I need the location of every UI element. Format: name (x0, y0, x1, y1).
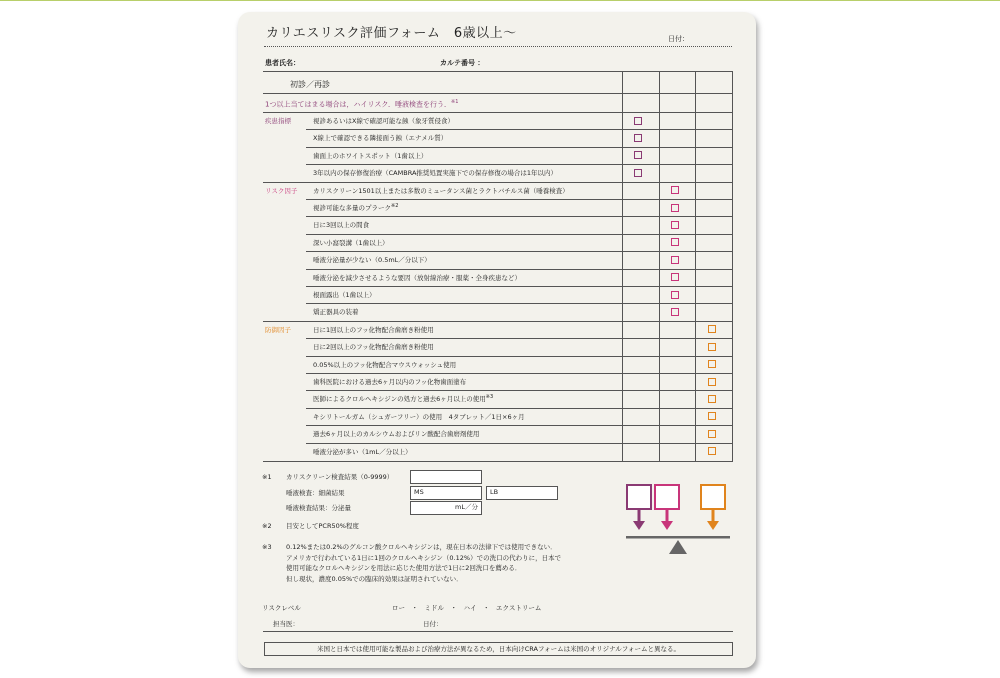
protective-checkbox-2[interactable] (708, 343, 716, 351)
risk-note-mark: ※2 (391, 203, 399, 209)
row-rule (306, 425, 733, 426)
risk-balance-scale-icon (624, 482, 734, 562)
risk-level-options[interactable]: ロー ・ ミドル ・ ハイ ・ エクストリーム (392, 604, 542, 612)
risk-item-text: 矯正器具の装着 (313, 308, 359, 317)
protective-item-8 (313, 447, 412, 456)
risk-item-4 (313, 238, 389, 247)
protective-category-label: 防御因子 (265, 325, 291, 334)
note3-mark: ※3 (262, 543, 272, 551)
protective-item-text: 医師によるクロルヘキシジンの処方と過去6ヶ月以上の使用 (313, 395, 486, 404)
risk-item-text: 深い小窩裂溝（1歯以上） (313, 238, 389, 247)
note3-line-3: 使用可能なクロルヘキシジンを用法に応じた使用方法で1日に2回洗口を薦める． (286, 564, 522, 572)
protective-item-text: 唾液分泌が多い（1mL／分以上） (313, 447, 412, 456)
ms-label: MS (414, 488, 424, 496)
note3-line-1: 0.12%または0.2%のグルコン酸クロルヘキシジンは，現在日本の法律下では使用できない． (286, 543, 557, 551)
protective-checkbox-5[interactable] (708, 395, 716, 403)
protective-arrow-icon (707, 521, 719, 530)
risk-checkbox-8[interactable] (671, 308, 679, 316)
protective-checkbox-1[interactable] (708, 325, 716, 333)
protective-item-5 (313, 394, 493, 403)
disease-item-text: 視診あるいはX線で確認可能な蝕（象牙質侵食） (313, 117, 454, 125)
note3-line-2: アメリカで行われている1日に1回のクロルヘキシジン（0.12%）での洗口の代わりに，日本で (286, 553, 562, 562)
protective-factor-box (701, 485, 725, 509)
row-rule (306, 251, 733, 252)
protective-item-7 (313, 429, 479, 438)
row-rule (306, 164, 733, 165)
risk-item-5 (313, 255, 431, 264)
disease-item-text: 3年以内の保存修復治療（CAMBRA推奨処置実施下での保存修復の場合は1年以内） (313, 169, 558, 178)
row-rule (306, 443, 733, 444)
disclaimer-text: 米国と日本では使用可能な製品および治療方法が異なるため，日本向けCRAフォームは米国のオリジナルフォームと異なる。 (316, 645, 680, 653)
row-rule (306, 199, 733, 200)
row-rule (306, 356, 733, 357)
protective-item-1 (313, 325, 434, 334)
risk-checkbox-4[interactable] (671, 238, 679, 246)
risk-checkbox-7[interactable] (671, 291, 679, 299)
lb-label: LB (490, 488, 499, 496)
protective-item-text: 日に1回以上のフッ化物配合歯磨き粉使用 (313, 325, 434, 334)
risk-checkbox-1[interactable] (671, 186, 679, 194)
risk-item-text: カリスクリーン1501以上または多数のミュータンス菌とラクトバチルス菌（唾養検査） (313, 186, 569, 195)
protective-item-text: 過去6ヶ月以上のカルシウムおよびリン酸配合歯磨剤使用 (313, 430, 480, 439)
protective-note-mark: ※3 (485, 394, 494, 401)
disease-category-label: 疾患指標 (265, 117, 291, 125)
visit-row-rule (263, 93, 733, 94)
row-rule (306, 408, 733, 409)
disease-arrow-icon (633, 521, 645, 530)
disease-item-text: 歯面上のホワイトスポット（1歯以上） (313, 151, 428, 160)
protective-item-text: 日に2回以上のフッ化物配合歯磨き粉使用 (313, 343, 434, 352)
scale-beam (626, 536, 730, 539)
page-top-rule (0, 0, 1000, 1)
disease-item-3 (313, 151, 427, 160)
risk-item-6 (313, 273, 521, 282)
protective-item-text: キシリトールガム（シュガーフリー）の使用 4タブレット／1日×6ヶ月 (313, 412, 525, 421)
note2-text: 目安としてPCR50%程度 (286, 522, 359, 530)
risk-item-8 (313, 307, 359, 316)
risk-level-label: リスクレベル (262, 604, 301, 612)
risk-item-text: 根面露出（1歯以上） (313, 291, 376, 299)
note3-line-4: 但し現状，濃度0.05%での臨床的効果は証明されていない． (286, 574, 463, 583)
cariscreen-result-label: カリスクリーン検査結果（0-9999） (286, 473, 394, 481)
protective-checkbox-7[interactable] (708, 430, 716, 438)
note2-mark: ※2 (262, 522, 272, 530)
risk-factor-box (655, 485, 679, 509)
row-rule (306, 216, 733, 217)
risk-item-2 (313, 203, 398, 212)
form-title: カリエスリスク評価フォーム 6歳以上〜 (266, 26, 517, 41)
date-label-top: 日付： (668, 35, 689, 43)
instruction-text: 1つ以上当てはまる場合は，ハイリスク．唾液検査を行う． (265, 100, 452, 109)
risk-checkbox-5[interactable] (671, 256, 679, 264)
protective-checkbox-3[interactable] (708, 360, 716, 368)
saliva-bacteria-label: 唾液検査：細菌結果 (286, 489, 345, 497)
visit-type-label: 初診／再診 (290, 80, 330, 89)
risk-category-label: リスク因子 (265, 186, 298, 195)
protective-item-text: 0.05%以上のフッ化物配合マウスウォッシュ使用 (313, 360, 457, 369)
disease-section-rule (263, 112, 733, 113)
risk-checkbox-2[interactable] (671, 204, 679, 212)
lb-result-field[interactable] (486, 486, 558, 500)
footer-rule (263, 631, 733, 632)
row-rule (306, 390, 733, 391)
row-rule (306, 373, 733, 374)
risk-item-1 (313, 186, 569, 195)
row-rule (306, 147, 733, 148)
row-rule (306, 303, 733, 304)
disease-checkbox-2[interactable] (634, 134, 642, 142)
risk-checkbox-3[interactable] (671, 221, 679, 229)
disease-item-4 (313, 168, 557, 177)
protective-item-2 (313, 342, 434, 351)
disclaimer-box (264, 642, 733, 656)
risk-item-7 (313, 290, 376, 299)
row-rule (306, 269, 733, 270)
risk-item-text: 唾液分泌を減少させるような要因（放射線治療・服薬・全身疾患など） (313, 273, 521, 282)
disease-checkbox-3[interactable] (634, 151, 642, 159)
row-rule (306, 286, 733, 287)
high-risk-instruction (265, 99, 458, 109)
risk-section-rule (263, 182, 733, 183)
risk-item-text: 視診可能な多量のプラーク (313, 204, 391, 213)
protective-checkbox-8[interactable] (708, 447, 716, 455)
title-dotted-rule (264, 46, 732, 47)
caries-risk-form (238, 12, 756, 668)
protective-item-3 (313, 360, 456, 369)
risk-item-text: 唾液分泌量が少ない（0.5mL／分以下） (313, 256, 431, 265)
protective-checkbox-6[interactable] (708, 412, 716, 420)
protective-checkbox-4[interactable] (708, 378, 716, 386)
instruction-note-mark: ※1 (451, 99, 459, 105)
cariscreen-result-field[interactable] (410, 470, 482, 484)
disease-item-2 (313, 133, 447, 142)
disease-checkbox-4[interactable] (634, 169, 642, 177)
row-rule (306, 234, 733, 235)
chart-number-label: カルテ番号 ： (440, 59, 485, 67)
saliva-flow-field[interactable] (410, 501, 482, 515)
protective-item-4 (313, 377, 466, 386)
row-rule (306, 129, 733, 130)
patient-name-label: 患者氏名： (265, 59, 300, 67)
protective-item-text: 歯科医院における過去6ヶ月以内のフッ化物歯面塗布 (313, 378, 467, 386)
disease-item-text: X線上で確認できる隣接面う蝕（エナメル質） (313, 134, 448, 143)
protective-item-6 (313, 412, 525, 421)
risk-checkbox-6[interactable] (671, 273, 679, 281)
flow-unit-label: mL／分 (455, 503, 478, 511)
saliva-flow-label: 唾液検査結果：分泌量 (286, 504, 351, 512)
footer-date-label: 日付： (423, 620, 443, 628)
ms-result-field[interactable] (410, 486, 482, 500)
row-rule (306, 338, 733, 339)
table-top-rule (263, 71, 733, 72)
risk-arrow-icon (661, 521, 673, 530)
disease-indicator-box (627, 485, 651, 509)
protective-section-rule (263, 321, 733, 322)
table-bottom-rule (263, 461, 733, 462)
disease-item-1 (313, 116, 454, 125)
risk-item-text: 日に3回以上の間食 (313, 221, 370, 230)
risk-item-3 (313, 220, 369, 229)
disease-checkbox-1[interactable] (634, 117, 642, 125)
note1-mark: ※1 (262, 473, 272, 481)
scale-fulcrum (669, 540, 687, 554)
staff-doctor-label: 担当医： (273, 620, 299, 628)
